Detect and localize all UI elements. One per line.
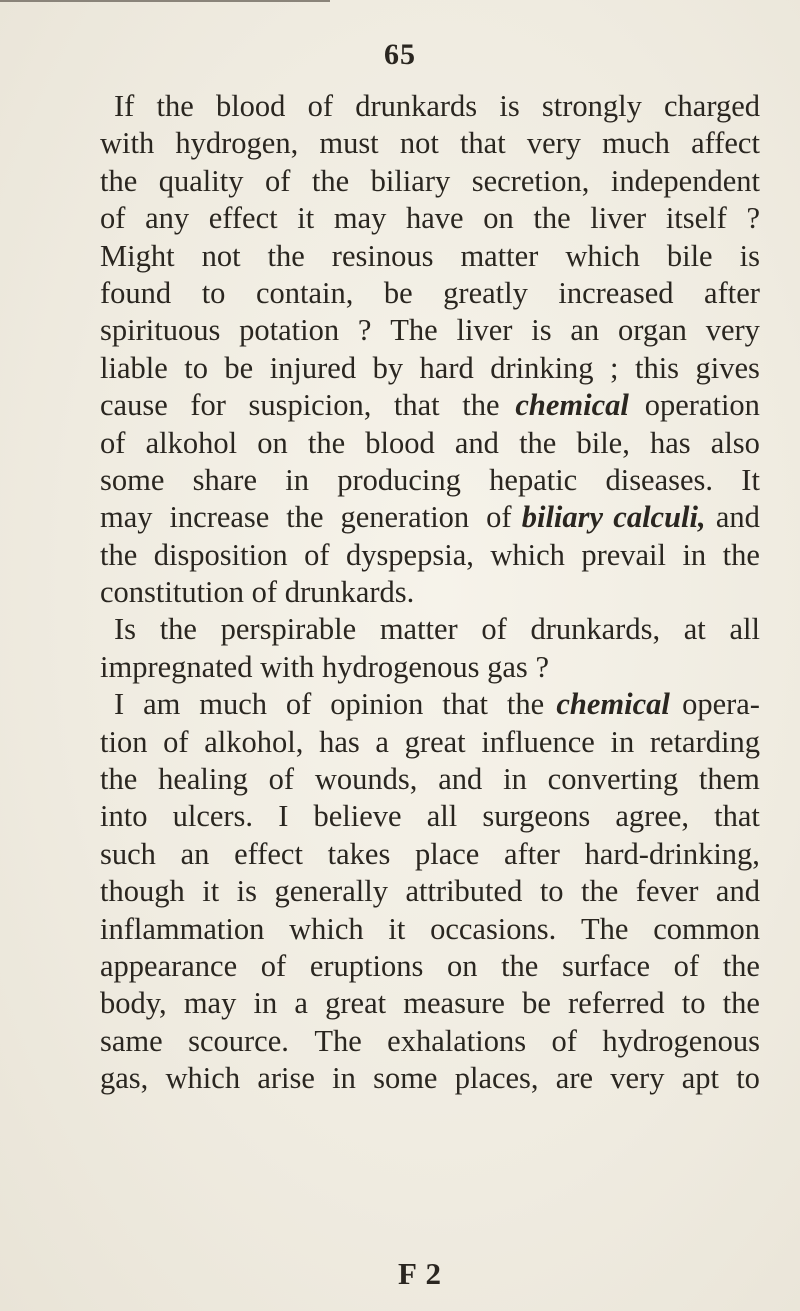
word: measure: [403, 986, 505, 1021]
word: occasions.: [430, 911, 557, 946]
word: to: [681, 986, 706, 1021]
word: of: [260, 948, 287, 983]
word: operation: [644, 388, 760, 423]
word: blood: [365, 425, 435, 460]
word: drunkards,: [530, 612, 661, 647]
word: eruptions: [309, 948, 424, 983]
word: of: [304, 537, 330, 572]
word: body,: [100, 986, 167, 1021]
word: which: [289, 911, 364, 946]
word: it: [297, 201, 315, 236]
word: converting: [547, 762, 679, 797]
word: may: [333, 201, 387, 236]
word: and: [715, 874, 760, 909]
word: of: [268, 762, 295, 797]
word: potation: [239, 313, 340, 348]
body-text: [100, 88, 760, 1098]
word: itself: [665, 201, 727, 236]
word: at: [683, 612, 706, 647]
word: has: [649, 425, 691, 460]
word: the: [722, 537, 760, 572]
word: the: [100, 762, 138, 797]
word: opera-: [682, 687, 760, 722]
word: the: [286, 500, 324, 535]
word: of: [486, 500, 512, 535]
word: impregnated: [100, 649, 253, 684]
word: the: [311, 163, 350, 198]
word: healing: [158, 762, 248, 797]
word: all: [729, 612, 760, 647]
text-line: [100, 163, 760, 200]
word: this: [634, 350, 680, 385]
word: exhalations: [387, 1023, 527, 1058]
text-line: [100, 275, 760, 312]
word: gives: [695, 350, 760, 385]
word: blood: [215, 89, 286, 123]
word: ?: [535, 649, 549, 684]
word: some: [373, 1061, 438, 1096]
word: the: [722, 986, 760, 1021]
word: ;: [610, 350, 619, 385]
word: alkohol,: [204, 724, 304, 759]
italic-word: chemical: [515, 388, 629, 423]
word: may: [100, 500, 153, 535]
word: gas,: [100, 1061, 149, 1096]
text-line: [100, 387, 760, 424]
word: hard-drinking,: [584, 836, 760, 871]
word: with: [260, 649, 315, 684]
word: may: [183, 986, 237, 1021]
word: alkohol: [145, 425, 238, 460]
word: arise: [257, 1061, 315, 1096]
text-line: [100, 686, 760, 723]
word: strongly: [541, 89, 642, 123]
word: liable: [100, 350, 168, 385]
word: is: [499, 89, 520, 123]
word: in: [253, 986, 278, 1021]
word: common: [653, 911, 760, 946]
word: in: [503, 762, 527, 797]
word: not: [201, 238, 241, 273]
word: very: [526, 126, 582, 161]
word: also: [710, 425, 760, 460]
text-line: [100, 649, 760, 686]
word: surface: [561, 948, 651, 983]
word: of: [551, 1023, 577, 1058]
word: it: [202, 874, 220, 909]
word: independent: [610, 163, 760, 198]
word: be: [522, 986, 551, 1021]
word: all: [426, 799, 458, 834]
word: increased: [558, 275, 674, 310]
word: the: [267, 238, 305, 273]
word: suspicion,: [248, 388, 372, 423]
word: though: [100, 874, 185, 909]
text-line: [100, 761, 760, 798]
word: opinion: [330, 687, 424, 722]
word: organ: [618, 313, 687, 348]
word: have: [406, 201, 464, 236]
word: found: [100, 275, 172, 310]
word: the: [501, 948, 539, 983]
word: hydrogenous: [321, 649, 480, 684]
word: greatly: [443, 275, 528, 310]
word: in: [610, 724, 635, 759]
word: which: [490, 537, 565, 572]
word: The: [390, 313, 438, 348]
word: any: [145, 201, 190, 236]
word: the: [722, 948, 760, 983]
word: is: [236, 874, 257, 909]
signature-mark: F 2: [398, 1256, 443, 1291]
word: same: [100, 1023, 163, 1058]
word: am: [143, 687, 181, 722]
word: be: [383, 275, 413, 310]
text-line: [100, 200, 760, 237]
text-line: [100, 125, 760, 162]
word: of: [100, 201, 126, 236]
word: has: [319, 724, 360, 759]
word: scource.: [188, 1023, 289, 1058]
word: hard: [419, 350, 474, 385]
word: believe: [313, 799, 402, 834]
word: liver: [590, 201, 647, 236]
text-line: [100, 611, 760, 648]
word: appearance: [100, 948, 238, 983]
word: it: [388, 911, 406, 946]
word: and: [715, 500, 760, 535]
word: increase: [169, 500, 270, 535]
text-line: [100, 911, 760, 948]
word: is: [531, 313, 552, 348]
word: Is: [114, 612, 137, 647]
word: constitution: [100, 575, 245, 610]
word: very: [610, 1061, 665, 1096]
word: that: [459, 126, 506, 161]
word: of: [100, 425, 126, 460]
word: a: [294, 986, 308, 1021]
word: bile,: [576, 425, 630, 460]
word: is: [739, 238, 760, 273]
word: dyspepsia,: [345, 537, 474, 572]
word: effect: [234, 836, 303, 871]
word: share: [192, 462, 257, 497]
text-line: [100, 985, 760, 1022]
word: much: [199, 687, 267, 722]
text-line: [100, 537, 760, 574]
word: into: [100, 799, 148, 834]
italic-word: calculi,: [613, 500, 706, 535]
word: to: [201, 275, 226, 310]
word: to: [184, 350, 208, 385]
word: a: [375, 724, 389, 759]
word: of: [264, 163, 291, 198]
text-line: [100, 350, 760, 387]
text-line: [100, 836, 760, 873]
text-line: [100, 499, 760, 536]
text-line: [100, 798, 760, 835]
word: ?: [746, 201, 760, 236]
word: I: [114, 687, 125, 722]
top-rule: [0, 0, 330, 2]
word: referred: [568, 986, 665, 1021]
word: that: [714, 799, 760, 834]
word: after: [504, 836, 560, 871]
word: by: [372, 350, 404, 385]
word: producing: [337, 462, 461, 497]
text-line: [100, 1060, 760, 1097]
word: charged: [664, 89, 760, 123]
word: generation: [340, 500, 470, 535]
italic-word: biliary: [521, 500, 604, 535]
word: great: [325, 986, 387, 1021]
word: the: [100, 163, 138, 198]
word: generally: [274, 874, 388, 909]
word: are: [555, 1061, 594, 1096]
page-number: 65: [384, 38, 416, 71]
word: them: [698, 762, 760, 797]
word: of: [481, 612, 507, 647]
word: in: [285, 462, 309, 497]
word: the: [533, 201, 571, 236]
word: on: [483, 201, 514, 236]
text-line: [100, 574, 760, 611]
word: very: [705, 313, 760, 348]
text-line: [100, 1023, 760, 1060]
word: drunkards: [355, 89, 478, 123]
word: such: [100, 836, 156, 871]
word: perspirable: [220, 612, 357, 647]
word: be: [224, 350, 254, 385]
word: of: [673, 948, 700, 983]
word: retarding: [649, 724, 760, 759]
word: an: [570, 313, 600, 348]
word: It: [741, 462, 760, 497]
word: with: [100, 126, 155, 161]
word: of: [307, 89, 334, 123]
word: influence: [481, 724, 595, 759]
word: wounds,: [314, 762, 418, 797]
word: cause: [100, 388, 168, 423]
word: fever: [635, 874, 699, 909]
word: takes: [327, 836, 391, 871]
text-line: [100, 425, 760, 462]
word: the: [519, 425, 557, 460]
word: not: [399, 126, 439, 161]
word: some: [100, 462, 165, 497]
word: that: [393, 388, 440, 423]
word: which: [165, 1061, 241, 1096]
word: after: [704, 275, 760, 310]
word: hepatic: [489, 462, 578, 497]
text-line: [100, 88, 760, 125]
word: resinous: [331, 238, 434, 273]
word: Might: [100, 238, 175, 273]
word: that: [442, 687, 489, 722]
word: the: [156, 89, 194, 123]
word: in: [682, 537, 707, 572]
word: of: [285, 687, 312, 722]
word: great: [404, 724, 466, 759]
word: contain,: [255, 275, 354, 310]
italic-word: chemical: [556, 687, 670, 722]
word: drinking: [490, 350, 594, 385]
word: quality: [158, 163, 244, 198]
word: liver: [456, 313, 513, 348]
word: attributed: [405, 874, 523, 909]
word: of: [163, 724, 189, 759]
word: much: [602, 126, 670, 161]
word: the: [506, 687, 545, 722]
word: and: [454, 425, 499, 460]
word: ulcers.: [172, 799, 254, 834]
word: I: [278, 799, 289, 834]
word: on: [257, 425, 288, 460]
word: The: [314, 1023, 362, 1058]
word: If: [114, 89, 135, 123]
word: diseases.: [605, 462, 714, 497]
word: which: [565, 238, 640, 273]
word: affect: [691, 126, 760, 161]
word: the: [159, 612, 197, 647]
word: for: [190, 388, 226, 423]
text-line: [100, 873, 760, 910]
word: drunkards.: [284, 575, 415, 610]
word: agree,: [615, 799, 690, 834]
word: hydrogen,: [175, 126, 299, 161]
word: effect: [208, 201, 278, 236]
word: surgeons: [482, 799, 591, 834]
word: prevail: [581, 537, 666, 572]
word: places,: [454, 1061, 539, 1096]
word: matter: [379, 612, 458, 647]
word: to: [539, 874, 564, 909]
word: matter: [460, 238, 539, 273]
word: tion: [100, 724, 148, 759]
word: apt: [681, 1061, 719, 1096]
word: the: [100, 537, 138, 572]
text-line: [100, 724, 760, 761]
word: an: [180, 836, 210, 871]
word: gas: [487, 649, 528, 684]
word: and: [438, 762, 483, 797]
word: on: [446, 948, 478, 983]
word: of: [251, 575, 278, 610]
word: the: [307, 425, 346, 460]
word: disposition: [153, 537, 288, 572]
word: hydrogenous: [602, 1023, 760, 1058]
word: inflammation: [100, 911, 265, 946]
word: The: [581, 911, 629, 946]
word: the: [581, 874, 619, 909]
word: secretion,: [471, 163, 590, 198]
text-line: [100, 462, 760, 499]
text-line: [100, 948, 760, 985]
text-line: [100, 238, 760, 275]
word: bile: [666, 238, 713, 273]
word: injured: [269, 350, 357, 385]
word: ?: [357, 313, 372, 348]
word: to: [736, 1061, 760, 1096]
word: must: [319, 126, 379, 161]
word: the: [462, 388, 500, 423]
word: spirituous: [100, 313, 221, 348]
word: place: [415, 836, 480, 871]
text-line: [100, 312, 760, 349]
word: in: [332, 1061, 356, 1096]
word: biliary: [370, 163, 451, 198]
